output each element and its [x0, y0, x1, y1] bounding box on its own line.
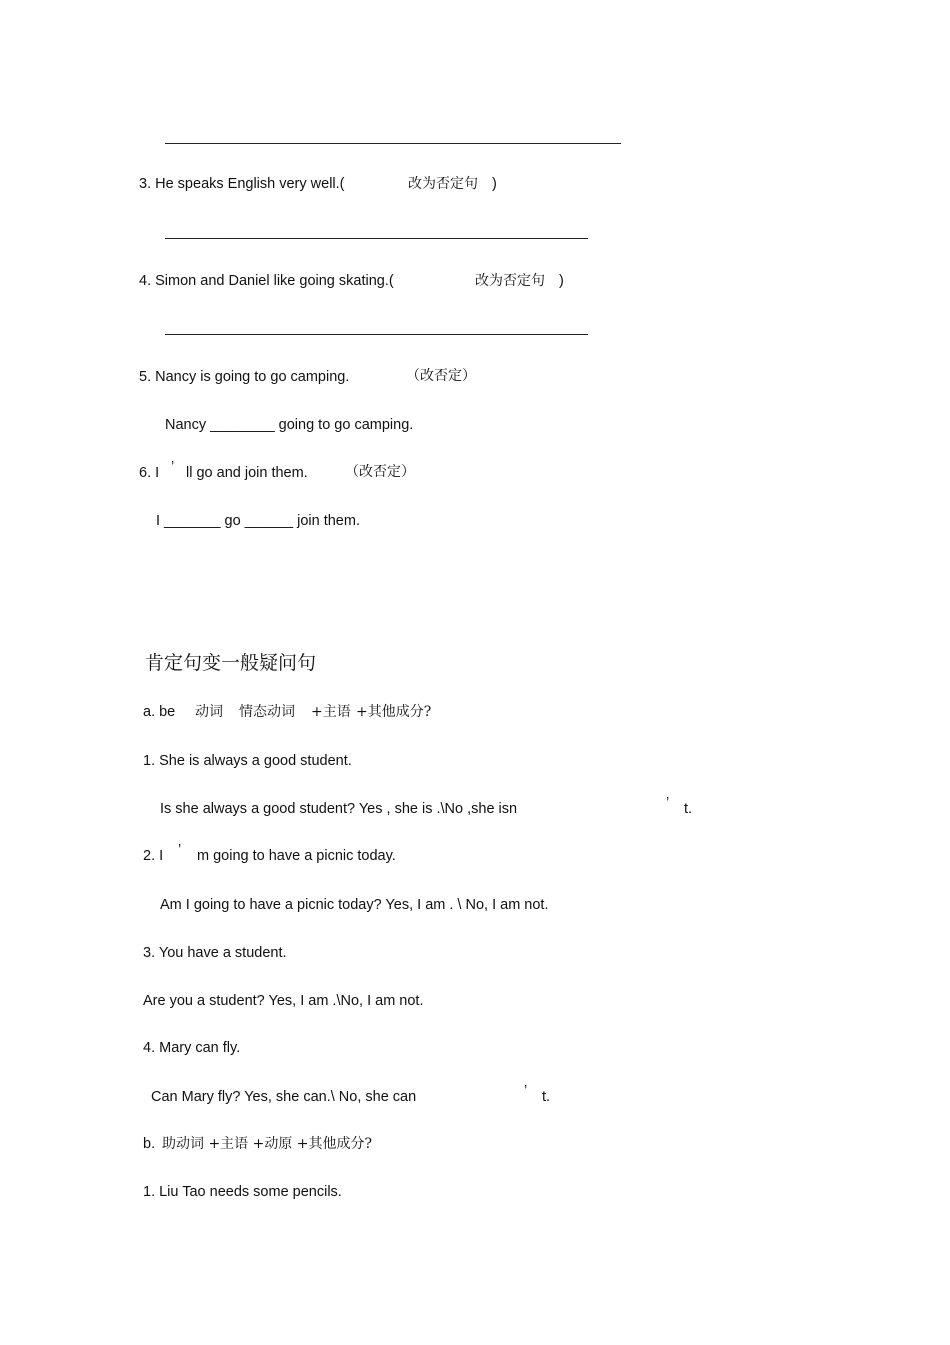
item-5-text: 5. Nancy is going to go camping.	[139, 369, 350, 385]
example-1-apostrophe: ’	[666, 795, 670, 811]
item-4-close: )	[559, 273, 564, 289]
item-3-note: 改为否定句	[408, 176, 478, 192]
item-6-answer: I _______ go ______ join them.	[156, 513, 360, 529]
answer-line-top	[165, 143, 621, 144]
example-2-answer: Am I going to have a picnic today? Yes, I am . \ No, I am not.	[160, 897, 549, 913]
rule-b-text: 助动词 +主语 +动原 +其他成分?	[162, 1136, 373, 1152]
example-1-answer: Is she always a good student? Yes , she is .\No ,she isn	[160, 801, 518, 817]
example-3-answer: Are you a student? Yes, I am .\No, I am not.	[143, 993, 424, 1009]
example-1-tail: t.	[684, 801, 693, 817]
example-2-question-a: 2. I	[143, 848, 164, 864]
rule-a-part-1: 动词	[195, 704, 223, 720]
item-6-text-a: 6. I	[139, 465, 160, 481]
item-4-text: 4. Simon and Daniel like going skating.(	[139, 273, 394, 289]
item-4-answer-line	[165, 334, 588, 335]
rule-b-label: b.	[143, 1136, 156, 1152]
item-3-answer-line	[165, 238, 588, 239]
item-4-note: 改为否定句	[475, 273, 545, 289]
rule-a-part-3: +主语	[311, 704, 351, 720]
example-2-question-b: m going to have a picnic today.	[197, 848, 396, 864]
example-2-apostrophe: ’	[178, 842, 182, 858]
item-6-text-b: ll go and join them.	[186, 465, 308, 481]
example-4-tail: t.	[542, 1089, 551, 1105]
example-4-apostrophe: ’	[524, 1083, 528, 1099]
example-5-question: 1. Liu Tao needs some pencils.	[143, 1184, 342, 1200]
rule-a-label: a. be	[143, 704, 176, 720]
example-4-answer: Can Mary fly? Yes, she can.\ No, she can	[151, 1089, 417, 1105]
example-1-question: 1. She is always a good student.	[143, 753, 352, 769]
rule-a-part-2: 情态动词	[239, 704, 295, 720]
item-6-note: （改否定）	[345, 464, 415, 480]
example-4-question: 4. Mary can fly.	[143, 1040, 241, 1056]
item-5-note: （改否定）	[406, 368, 476, 384]
example-3-question: 3. You have a student.	[143, 945, 287, 961]
item-5-answer: Nancy ________ going to go camping.	[165, 417, 414, 433]
item-6-apostrophe: ’	[171, 459, 175, 475]
section-heading: 肯定句变一般疑问句	[145, 652, 317, 674]
item-3-text: 3. He speaks English very well.(	[139, 176, 345, 192]
rule-a-part-4: +其他成分?	[356, 704, 432, 720]
item-3-close: )	[492, 176, 497, 192]
